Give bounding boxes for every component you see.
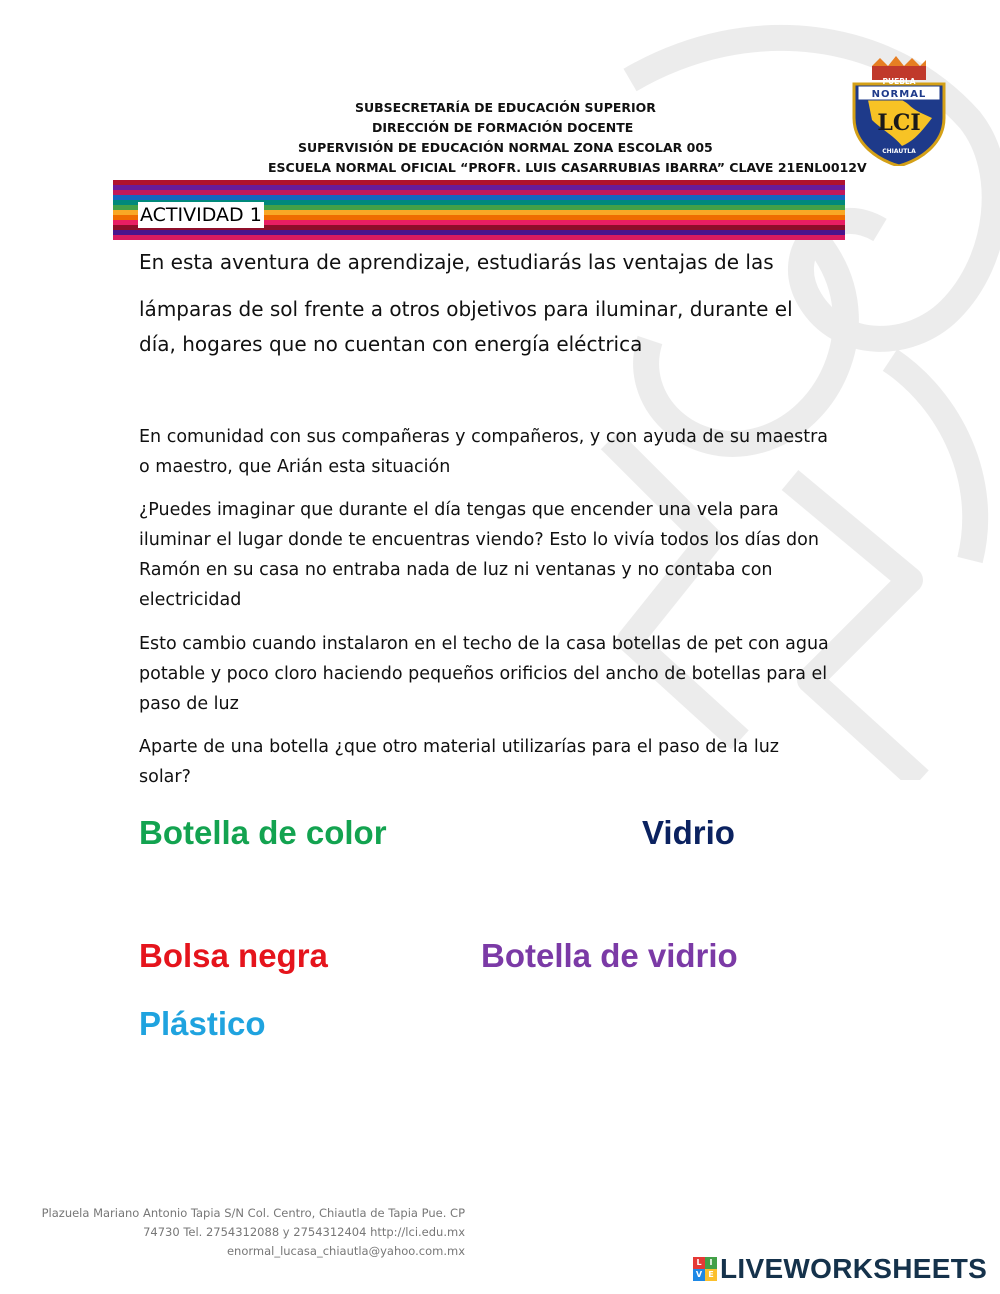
paragraph-line: solar?: [139, 767, 191, 787]
footer-address: [42, 1204, 465, 1261]
paragraph-line: iluminar el lugar donde te encuentras viendo? Esto lo vivía todos los días don: [139, 530, 819, 550]
answer-botella-de-color: Botella de color: [139, 814, 387, 851]
answer-bolsa-negra: Bolsa negra: [139, 937, 328, 974]
paragraph-line: potable y poco cloro haciendo pequeños orificios del ancho de botellas para el: [139, 664, 828, 684]
paragraph-line: paso de luz: [139, 694, 239, 714]
footer-line: 74730 Tel. 2754312088 y 2754312404 http://lci.edu.mx: [143, 1225, 465, 1239]
seal-band-text: NORMAL: [871, 89, 927, 100]
answer-botella-de-vidrio: Botella de vidrio: [481, 937, 738, 974]
footer-line: Plazuela Mariano Antonio Tapia S/N Col. Centro, Chiautla de Tapia Pue. CP: [41, 1206, 465, 1220]
paragraph-line: o maestro, que Arián esta situación: [139, 457, 451, 477]
logo-letter: L: [693, 1257, 705, 1269]
paragraph-line: Aparte de una botella ¿que otro material utilizarías para el paso de la luz: [139, 737, 779, 757]
liveworksheets-logo-icon: [693, 1257, 717, 1281]
answer-plastico: Plástico: [139, 1005, 266, 1042]
intro-line: En esta aventura de aprendizaje, estudiarás las ventajas de las: [139, 250, 774, 274]
header-line-2: DIRECCIÓN DE FORMACIÓN DOCENTE: [372, 120, 634, 135]
paragraph-line: Esto cambio cuando instalaron en el techo de la casa botellas de pet con agua: [139, 634, 829, 654]
logo-letter: V: [693, 1269, 705, 1281]
intro-line: lámparas de sol frente a otros objetivos para iluminar, durante el: [139, 297, 793, 321]
seal-monogram: LCI: [877, 110, 921, 136]
logo-letter: E: [705, 1269, 717, 1281]
header-line-1: SUBSECRETARÍA DE EDUCACIÓN SUPERIOR: [355, 100, 656, 115]
brand-text: LIVEWORKSHEETS: [720, 1253, 988, 1284]
seal-bottom-text: CHIAUTLA: [882, 148, 916, 155]
seal-top-text: PUEBLA: [882, 77, 916, 86]
paragraph-line: Ramón en su casa no entraba nada de luz ni ventanas y no contaba con: [139, 560, 773, 580]
paragraph-line: ¿Puedes imaginar que durante el día tengas que encender una vela para: [139, 500, 779, 520]
activity-title: ACTIVIDAD 1: [140, 204, 262, 226]
header-line-4: ESCUELA NORMAL OFICIAL “PROFR. LUIS CASARRUBIAS IBARRA” CLAVE 21ENL0012V: [268, 160, 867, 175]
stripe-band: [113, 235, 845, 240]
answer-vidrio: Vidrio: [642, 814, 735, 851]
intro-line: día, hogares que no cuentan con energía eléctrica: [139, 332, 643, 356]
liveworksheets-brand: [693, 1252, 987, 1286]
school-seal-logo: [850, 56, 948, 166]
logo-letter: I: [705, 1257, 717, 1269]
paragraph-line: electricidad: [139, 590, 242, 610]
paragraph-line: En comunidad con sus compañeras y compañeros, y con ayuda de su maestra: [139, 427, 829, 447]
header-line-3: SUPERVISIÓN DE EDUCACIÓN NORMAL ZONA ESCOLAR 005: [298, 140, 713, 155]
footer-line: enormal_lucasa_chiautla@yahoo.com.mx: [226, 1244, 465, 1258]
